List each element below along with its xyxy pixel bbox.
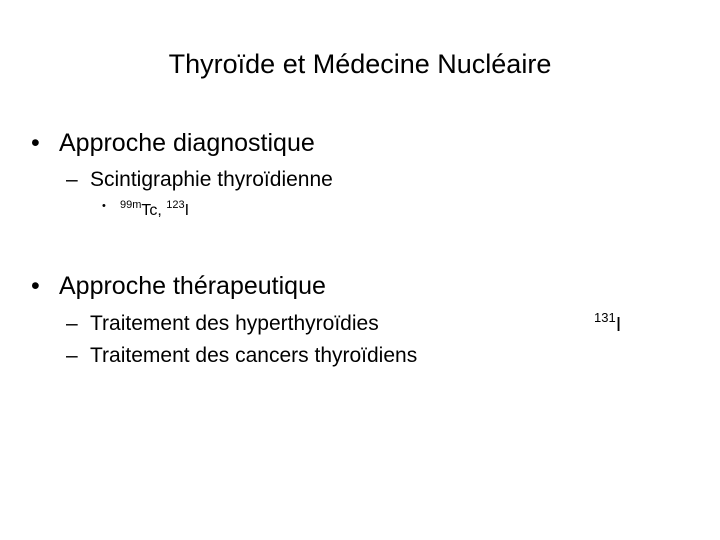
iodine-131-symbol: I: [615, 314, 622, 336]
scintigraphy-item: Scintigraphie thyroïdienne: [90, 168, 333, 191]
dash-icon: –: [66, 168, 78, 191]
thyroid-cancer-treatment-item: Traitement des cancers thyroïdiens: [90, 344, 418, 367]
small-bullet-icon: •: [102, 200, 106, 212]
iodine-mass-number: 123: [166, 199, 185, 211]
isotope-separator: ,: [157, 202, 167, 219]
bullet-icon: •: [31, 129, 40, 157]
hyperthyroidism-treatment-item: Traitement des hyperthyroïdies: [90, 312, 379, 335]
section-therapeutic-heading: Approche thérapeutique: [59, 272, 326, 300]
section-diagnostic-heading: Approche diagnostique: [59, 129, 315, 157]
slide-title: Thyroïde et Médecine Nucléaire: [168, 49, 552, 79]
iodine-symbol: I: [184, 202, 190, 219]
bullet-icon: •: [31, 272, 40, 300]
dash-icon: –: [66, 312, 78, 335]
iodine-131-label: [594, 310, 622, 339]
iodine-131-mass-number: 131: [594, 310, 616, 325]
tc-symbol: Tc: [141, 202, 158, 219]
isotope-list: [120, 201, 189, 222]
dash-icon: –: [66, 344, 78, 367]
tc-mass-number: 99m: [120, 199, 142, 211]
